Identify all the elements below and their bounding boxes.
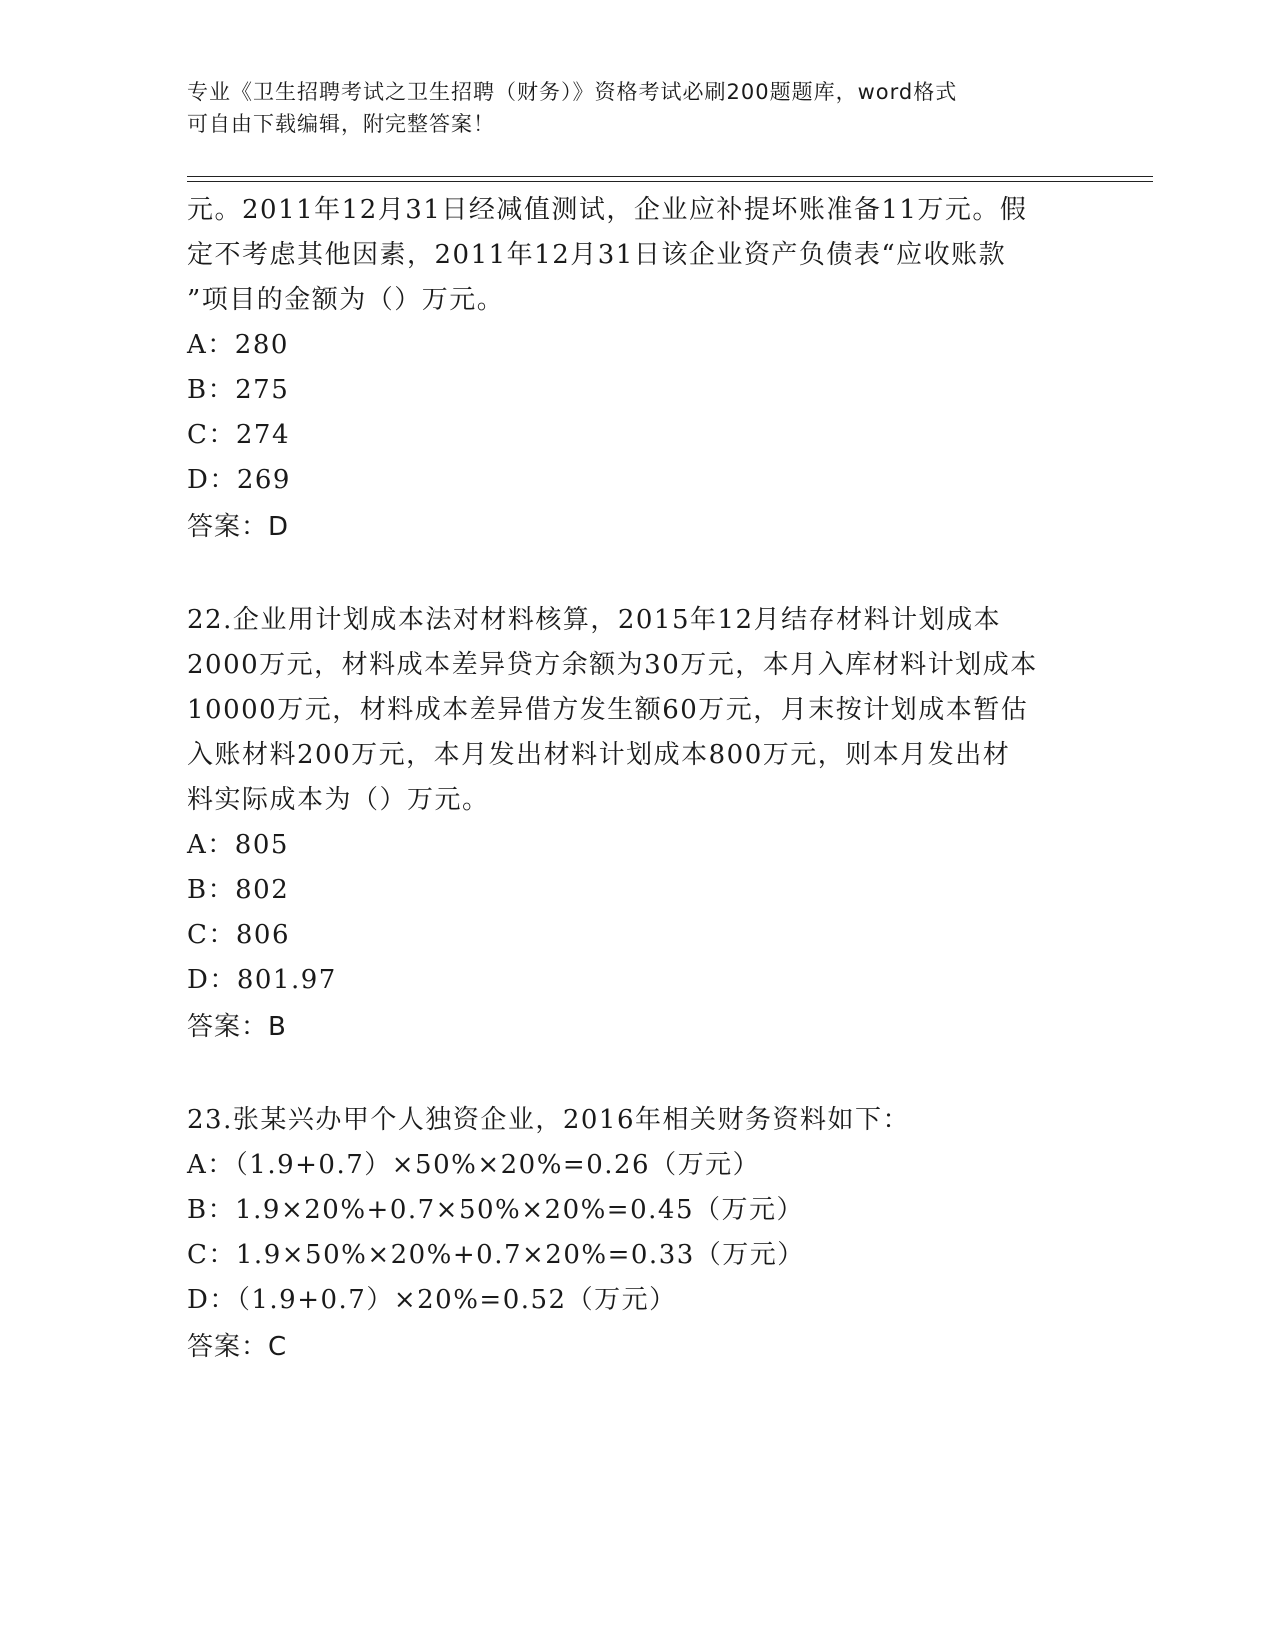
option-d: D：801.97 <box>187 965 337 995</box>
option-d: D：（1.9+0.7）×20%=0.52（万元） <box>187 1285 677 1315</box>
question-line: 23.张某兴办甲个人独资企业，2016年相关财务资料如下： <box>187 1105 911 1135</box>
spacer <box>187 1050 1087 1098</box>
question-line: 10000万元，材料成本差异借方发生额60万元，月末按计划成本暂估 <box>187 695 1029 725</box>
header-line-1: 专业《卫生招聘考试之卫生招聘（财务）》资格考试必刷200题题库，word格式 <box>187 80 958 104</box>
question-23 <box>187 1098 1087 1370</box>
option-b: B：802 <box>187 875 290 905</box>
header-line-2: 可自由下载编辑，附完整答案！ <box>187 112 495 136</box>
question-line: 2000万元，材料成本差异贷方余额为30万元，本月入库材料计划成本 <box>187 650 1038 680</box>
document-body <box>187 188 1087 1370</box>
answer: 答案：B <box>187 1012 287 1042</box>
answer: 答案：C <box>187 1332 288 1362</box>
question-line: 料实际成本为（）万元。 <box>187 785 490 815</box>
option-a: A：280 <box>187 330 289 360</box>
question-text <box>187 188 1087 323</box>
document-header <box>187 76 1087 140</box>
option-b: B：275 <box>187 375 290 405</box>
question-line: 入账材料200万元，本月发出材料计划成本800万元，则本月发出材 <box>187 740 1011 770</box>
question-line: ”项目的金额为（）万元。 <box>187 285 505 315</box>
question-text <box>187 1098 1087 1143</box>
option-d: D：269 <box>187 465 291 495</box>
question-text <box>187 598 1087 823</box>
option-a: A：805 <box>187 830 289 860</box>
option-c: C：806 <box>187 920 291 950</box>
option-b: B：1.9×20%+0.7×50%×20%=0.45（万元） <box>187 1195 804 1225</box>
answer: 答案：D <box>187 512 290 542</box>
question-21 <box>187 188 1087 550</box>
question-line: 定不考虑其他因素，2011年12月31日该企业资产负债表“应收账款 <box>187 240 1007 270</box>
option-a: A：（1.9+0.7）×50%×20%=0.26（万元） <box>187 1150 761 1180</box>
question-line: 22.企业用计划成本法对材料核算，2015年12月结存材料计划成本 <box>187 605 1002 635</box>
option-c: C：1.9×50%×20%+0.7×20%=0.33（万元） <box>187 1240 805 1270</box>
question-line: 元。2011年12月31日经减值测试，企业应补提坏账准备11万元。假 <box>187 195 1028 225</box>
question-22 <box>187 598 1087 1050</box>
header-rule-top <box>187 176 1153 177</box>
option-c: C：274 <box>187 420 291 450</box>
header-rule-bottom <box>187 181 1153 182</box>
spacer <box>187 550 1087 598</box>
